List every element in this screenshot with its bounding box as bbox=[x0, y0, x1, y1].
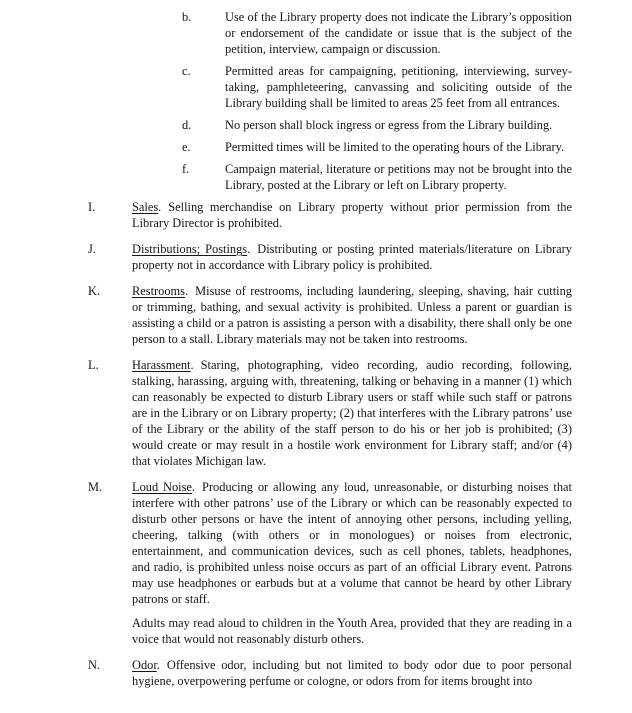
section-body bbox=[132, 241, 572, 273]
section-text: Staring, photographing, video recording, audio recording, following, stalking, harassing, arguing with, threatening, talking or behaving in a manner (1) which can reasonably be expected to disturb Library users or staff while such staff or patrons are in the Library or on Library property; (2) that interferes with the Library patrons’ use of the Library or the ability of the staff person to do his or her job is prohibited; (3) would create or may result in a hostile work environment for Library staff; and/or (4) that violates Michigan law. bbox=[132, 358, 572, 468]
item-text: Use of the Library property does not indicate the Library’s opposition or endorsement of the candidate or issue that is the subject of the petition, interview, campaign or discussion. bbox=[225, 10, 572, 56]
list-item-b bbox=[182, 9, 632, 57]
section-body bbox=[132, 199, 572, 231]
section-text: Producing or allowing any loud, unreasonable, or disturbing noises that interfere with other patrons’ use of the Library or which can be reasonably expected to disturb other persons or have the intent of annoying other persons, including yelling, cheering, talking (with others or in monologues) or noises from electronic, entertainment, and communication devices, such as cell phones, tablets, headphones, and radio, is prohibited unless noise occurs as part of an official Library event. Patrons may use headphones or earbuds but at a volume that cannot be heard by other Library patrons or staff. bbox=[132, 480, 572, 606]
section-label: J. bbox=[88, 242, 96, 256]
section-label: I. bbox=[88, 200, 96, 214]
item-label: e. bbox=[182, 140, 191, 154]
section-label: M. bbox=[88, 480, 103, 494]
section-heading: Loud Noise bbox=[132, 480, 192, 494]
item-text: Permitted areas for campaigning, petitioning, interviewing, survey-taking, pamphleteering, canvassing and soliciting outside of the Library building shall be limited to areas 25 feet from all entrances. bbox=[225, 64, 572, 110]
item-label: d. bbox=[182, 118, 192, 132]
policy-section-restrooms bbox=[88, 283, 632, 347]
section-label: L. bbox=[88, 358, 99, 372]
section-text: Selling merchandise on Library property without prior permission from the Library Director is prohibited. bbox=[132, 200, 572, 230]
section-paragraph bbox=[132, 479, 572, 607]
list-item-f bbox=[182, 161, 632, 193]
section-heading: Odor bbox=[132, 658, 157, 672]
heading-period: . bbox=[190, 358, 194, 372]
list-item-c bbox=[182, 63, 632, 111]
item-label: c. bbox=[182, 64, 191, 78]
policy-section-loud-noise bbox=[88, 479, 632, 647]
section-heading: Harassment bbox=[132, 358, 191, 372]
section-heading: Restrooms bbox=[132, 284, 186, 298]
item-text: Campaign material, literature or petitions may not be brought into the Library, posted at the Library or left on Library property. bbox=[225, 162, 572, 192]
section-body bbox=[132, 357, 572, 469]
item-text: No person shall block ingress or egress from the Library building. bbox=[225, 118, 553, 132]
item-label: b. bbox=[182, 10, 192, 24]
section-text: Distributing or posting printed materials/literature on Library property not in accordance with Library policy is prohibited. bbox=[132, 242, 572, 272]
section-body bbox=[132, 283, 572, 347]
heading-period: . bbox=[158, 200, 162, 214]
section-heading: Sales bbox=[132, 200, 159, 214]
policy-section-odor bbox=[88, 657, 632, 689]
policy-section-sales bbox=[88, 199, 632, 231]
heading-period: . bbox=[247, 242, 251, 256]
heading-period: . bbox=[156, 658, 160, 672]
section-body bbox=[132, 479, 572, 647]
list-item-d bbox=[182, 117, 632, 133]
section-text: Misuse of restrooms, including laundering, sleeping, shaving, hair cutting or trimming, bathing, and sexual activity is prohibited. Unless a parent or guardian is assisting a child or a patron is assisting a person with a disability, there shall only be one person to a stall. Library materials may not be taken into restrooms. bbox=[132, 284, 572, 346]
item-label: f. bbox=[182, 162, 190, 176]
heading-period: . bbox=[191, 480, 196, 494]
list-item-e bbox=[182, 139, 632, 155]
section-label: N. bbox=[88, 658, 101, 672]
heading-period: . bbox=[185, 284, 189, 298]
policy-section-harassment bbox=[88, 357, 632, 469]
section-text: Offensive odor, including but not limited to body odor due to poor personal hygiene, overpowering perfume or cologne, or odors from for items brought into bbox=[132, 658, 572, 688]
note-paragraph: Adults may read aloud to children in the Youth Area, provided that they are reading in a voice that would not reasonably disturb others. bbox=[132, 616, 572, 646]
policy-section-distributions-postings bbox=[88, 241, 632, 273]
item-text: Permitted times will be limited to the operating hours of the Library. bbox=[225, 140, 565, 154]
section-heading: Distributions; Postings bbox=[132, 242, 248, 256]
section-body bbox=[132, 657, 572, 689]
section-label: K. bbox=[88, 284, 101, 298]
